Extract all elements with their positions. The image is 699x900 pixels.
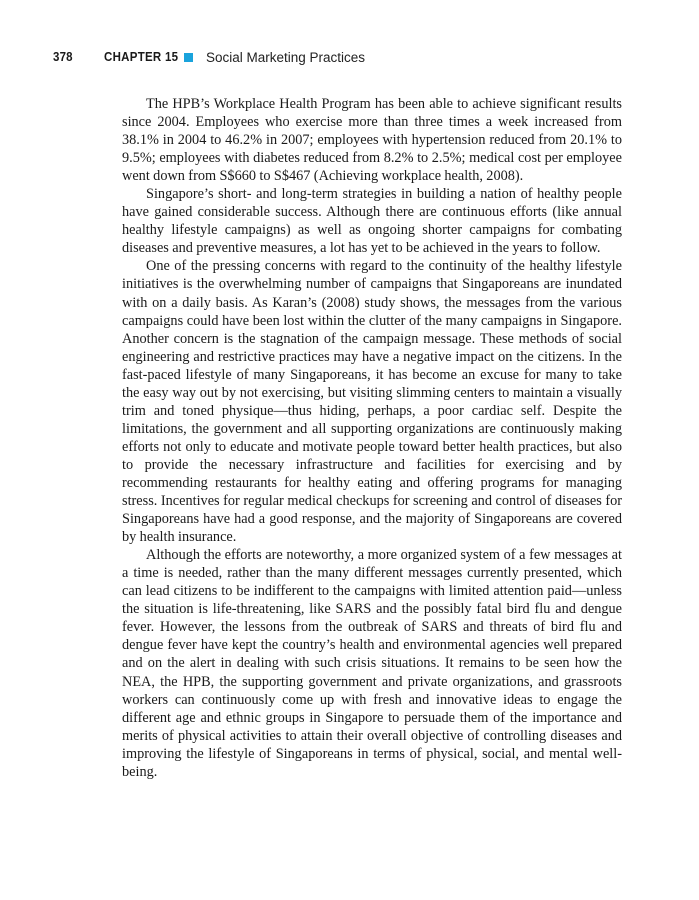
body-text <box>122 95 622 781</box>
paragraph-3: One of the pressing concerns with regard to the continuity of the healthy lifestyle initiatives is the overwhelming number of campaigns that Singaporeans are inundated with on a daily basis. As Karan’s (2008) study shows, the messages from the various campaigns could have been lost within the clutter of the many campaigns in Singapore. Another concern is the stagnation of the campaign message. These methods of social engineering and restrictive practices may have a negative impact on the citizens. In the fast-paced lifestyle of many Singaporeans, it has become an excuse for many to take the easy way out by not exercising, but visiting slimming centers to maintain a visually trim and toned physique—thus hiding, perhaps, a poor cardiac self. Despite the limitations, the government and all supporting organizations are continuously making efforts not only to educate and motivate people toward better health practices, but also to provide the necessary infrastructure and facilities for exercising and by recommending restaurants for healthy eating and offering programs for managing stress. Incentives for regular medical checkups for screening and control of diseases for Singaporeans have had a good response, and the majority of Singaporeans are covered by health insurance. <box>122 258 622 546</box>
section-title: Social Marketing Practices <box>206 49 366 65</box>
running-head <box>53 47 365 67</box>
page-number: 378 <box>53 50 73 64</box>
paragraph-4: Although the efforts are noteworthy, a more organized system of a few messages at a time is needed, rather than the many different messages currently presented, which can lead citizens to be indifferent to the campaigns with limited attention paid—unless the situation is life-threatening, like SARS and the possibly fatal bird flu and dengue fever. However, the lessons from the outbreak of SARS and threats of bird flu and dengue fever have kept the country’s health and environmental agencies well prepared and on the alert in dealing with such crisis situations. It remains to be seen how the NEA, the HPB, the supporting government and private organizations, and grassroots workers can continuously come up with fresh and innovative ideas to engage the different age and ethnic groups in Singapore to persuade them of the importance and merits of physical activities to attain their overall objective of controlling diseases and improving the lifestyle of Singaporeans in terms of physical, social, and mental well-being. <box>122 547 622 780</box>
paragraph-2: Singapore’s short- and long-term strategies in building a nation of healthy people have gained considerable success. Although there are continuous efforts (like annual healthy lifestyle campaigns) as well as ongoing shorter campaigns for combating diseases and preventive measures, a lot has yet to be achieved in the years to follow. <box>122 186 622 257</box>
paragraph-1: The HPB’s Workplace Health Program has been able to achieve significant results since 2004. Employees who exercise more than three times a week increased from 38.1% in 2004 to 46.2% in 2007; employees with hypertension reduced from 20.1% to 9.5%; employees with diabetes reduced from 8.2% to 2.5%; medical cost per employee went down from S$660 to S$467 (Achieving workplace health, 2008). <box>122 96 622 185</box>
square-bullet-icon <box>184 53 193 62</box>
chapter-label: CHAPTER 15 <box>104 50 179 64</box>
